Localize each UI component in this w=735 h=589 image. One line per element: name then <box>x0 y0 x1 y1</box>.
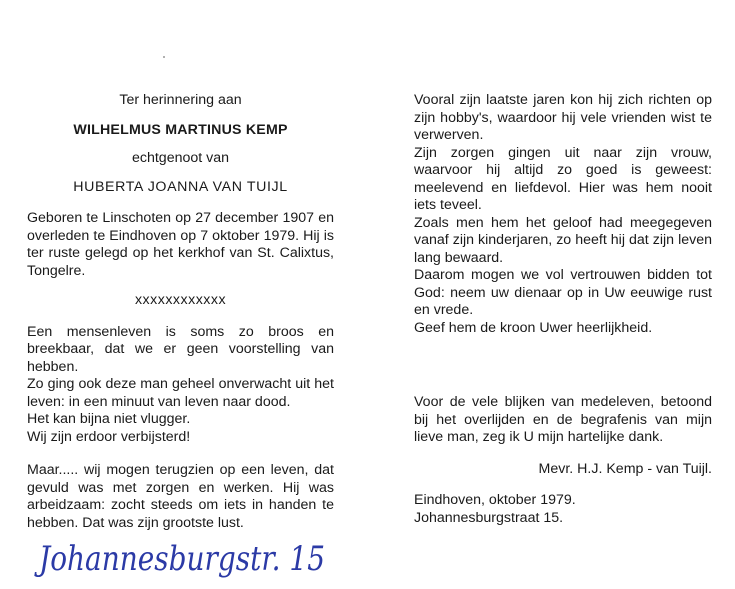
handwritten-note <box>35 532 335 584</box>
address-line: Johannesburgstraat 15. <box>414 509 564 526</box>
left-column <box>27 92 334 532</box>
text-line: Zijn zorgen gingen uit naar zijn vrouw, waarvoor hij altijd zo goed is geweest: meelevend en liefdevol. Hier was hem nooit iets teveel. <box>414 144 712 213</box>
text-line: Vooral zijn laatste jaren kon hij zich richten op zijn hobby's, waardoor hij vele vrienden wist te verwerven. <box>414 92 712 143</box>
place-date: Eindhoven, oktober 1979. <box>414 492 576 508</box>
handwritten-address: Johannesburgstr. 15 <box>34 539 325 579</box>
text-line: Daarom mogen we vol vertrouwen bidden tot God: neem uw dienaar op in Uw eeuwige rust en vrede. <box>414 267 712 318</box>
deceased-name: WILHELMUS MARTINUS KEMP <box>73 121 288 138</box>
intro-line: Ter herinnering aan <box>119 92 242 108</box>
right-column <box>414 92 712 337</box>
poem-line: Zo ging ook deze man geheel onverwacht uit het leven: in een minuut van leven naar dood. <box>27 376 334 410</box>
text-line: Geef hem de kroon Uwer heerlijkheid. <box>414 319 653 336</box>
text-line: Zoals men hem het geloof had meegegeven vanaf zijn kinderjaren, zo heeft hij dat zijn leven lang bewaard. <box>414 214 712 266</box>
thanks-section <box>414 394 712 527</box>
poem-line: Wij zijn erdoor verbijsterd! <box>27 428 191 445</box>
poem-line: Het kan bijna niet vlugger. <box>27 411 191 427</box>
birth-death-paragraph: Geboren te Linschoten op 27 december 1907 en overleden te Eindhoven op 7 oktober 1979. Hij is ter ruste gelegd op het kerkhof van St. Calixtus, Tongelre. <box>27 210 334 279</box>
poem-line: Een mensenleven is soms zo broos en breekbaar, dat we er geen voorstelling van hebben. <box>27 323 334 375</box>
separator-line: xxxxxxxxxxxx <box>134 292 227 308</box>
spouse-label: echtgenoot van <box>131 150 230 166</box>
signature-line: Mevr. H.J. Kemp - van Tuijl. <box>538 460 712 477</box>
closing-paragraph: Maar..... wij mogen terugzien op een leven, dat gevuld was met zorgen en werken. Hij was arbeidzaam: zocht steeds om iets in handen te hebben. Dat was zijn grootste lust. <box>27 462 334 531</box>
thanks-paragraph: Voor de vele blijken van medeleven, betoond bij het overlijden en de begrafenis van mijn lieve man, zeg ik U mijn hartelijke dank. <box>414 394 712 445</box>
paper-speck <box>163 56 165 58</box>
spouse-name: HUBERTA JOANNA VAN TUIJL <box>73 178 288 195</box>
